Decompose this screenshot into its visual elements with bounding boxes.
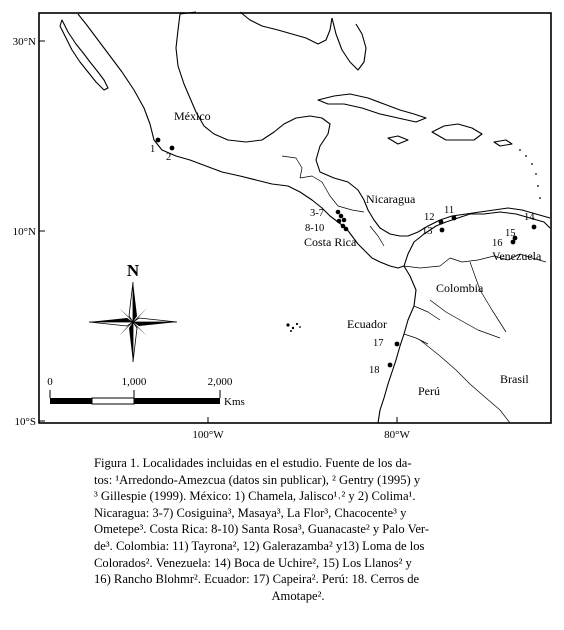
- caption-line: Ometepe³. Costa Rica: 8-10) Santa Rosa³, Guanacaste² y Palo Ver-: [94, 522, 430, 537]
- caption-line: 16) Rancho Blohmr². Ecuador: 17) Capeira². Perú: 18. Cerros de: [94, 572, 420, 587]
- lat-10s-label: 10°S: [14, 416, 36, 428]
- site-13-marker: [440, 228, 445, 233]
- caption-line: Nicaragua: 3-7) Cosiguina³, Masaya³, La Flor³, Chacocente³ y: [94, 505, 407, 520]
- site-15-label: 15: [505, 228, 516, 239]
- site-8-10-marker-b: [344, 227, 349, 232]
- site-18-label: 18: [369, 365, 380, 376]
- north-label: N: [126, 261, 140, 280]
- caption-line: tos: ¹Arredondo-Amezcua (datos sin publicar), ² Gentry (1995) y: [94, 472, 421, 487]
- site-2-marker: [170, 146, 175, 151]
- country-label-venezuela: Venezuela: [492, 249, 542, 263]
- country-label-peru: Perú: [418, 384, 440, 398]
- site-3-7-marker-d: [337, 219, 342, 224]
- scale-unit: Kms: [224, 396, 245, 408]
- site-3-7-marker-a: [336, 210, 341, 215]
- country-label-colombia: Colombia: [436, 281, 484, 295]
- site-3-7-marker-b: [339, 214, 344, 219]
- figure-caption: [94, 455, 502, 604]
- site-8-10-label: 8-10: [305, 223, 325, 234]
- country-label-ecuador: Ecuador: [347, 317, 387, 331]
- lon-100w-label: 100°W: [192, 429, 224, 441]
- site-3-7-label: 3-7: [310, 208, 324, 219]
- site-3-7-marker-c: [342, 218, 347, 223]
- caption-line: Colorados². Venezuela: 14) Boca de Uchire², 15) Los Llanos² y: [94, 555, 412, 570]
- lon-80w-label: 80°W: [384, 429, 410, 441]
- scale-tick-0: 0: [47, 376, 53, 388]
- caption-line: ³ Gillespie (1999). México: 1) Chamela, Jalisco¹˒² y 2) Colima¹.: [94, 489, 416, 504]
- site-11-marker: [452, 216, 457, 221]
- site-12-marker: [439, 220, 444, 225]
- site-2-label: 2: [166, 152, 172, 163]
- site-12-label: 12: [424, 212, 435, 223]
- site-17-label: 17: [373, 338, 384, 349]
- country-label-costa-rica: Costa Rica: [304, 235, 357, 249]
- site-1-marker: [156, 138, 161, 143]
- country-label-brasil: Brasil: [500, 372, 529, 386]
- site-14-label: 14: [524, 212, 535, 223]
- lat-10n-label: 10°N: [12, 226, 36, 238]
- site-17-marker: [395, 342, 400, 347]
- site-1-label: 1: [150, 144, 156, 155]
- site-16-label: 16: [492, 238, 503, 249]
- map-frame: [39, 13, 551, 423]
- site-14-marker: [532, 225, 537, 230]
- lat-30n-label: 30°N: [12, 36, 36, 48]
- scale-tick-1000: 1,000: [121, 376, 147, 388]
- site-16-marker: [511, 240, 516, 245]
- caption-line: de³. Colombia: 11) Tayrona², 12) Galerazamba² y13) Loma de los: [94, 538, 425, 553]
- site-13-label: 13: [422, 226, 433, 237]
- country-label-nicaragua: Nicaragua: [366, 192, 416, 206]
- site-11-label: 11: [444, 205, 455, 216]
- caption-line: Amotape².: [271, 588, 325, 603]
- caption-line: Figura 1. Localidades incluidas en el estudio. Fuente de los da-: [94, 456, 412, 470]
- site-18-marker: [388, 363, 393, 368]
- country-label-mexico: México: [174, 109, 211, 123]
- scale-tick-2000: 2,000: [207, 376, 233, 388]
